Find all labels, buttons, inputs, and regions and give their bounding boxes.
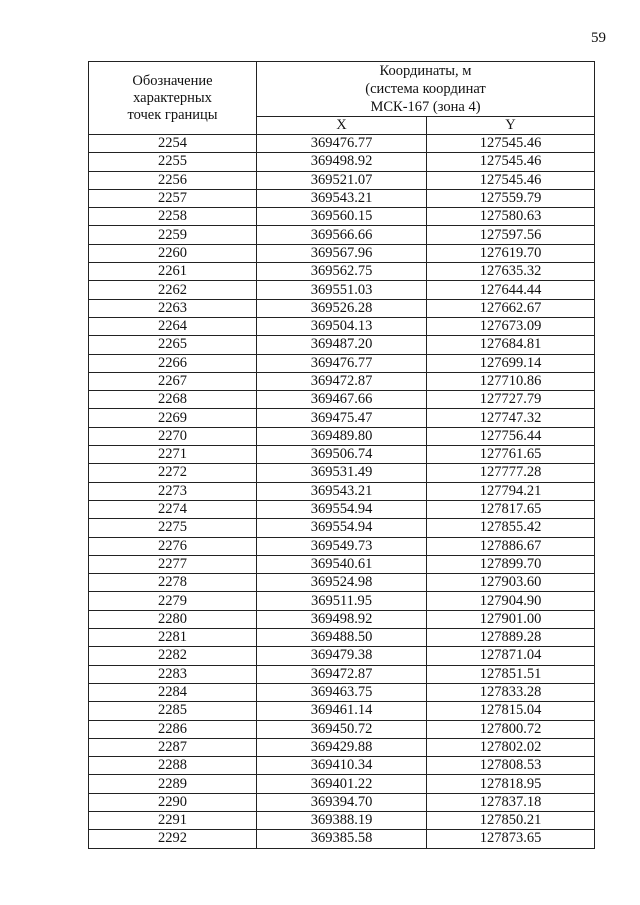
y-coordinate-cell: 127635.32: [427, 263, 595, 281]
point-id-cell: 2288: [89, 757, 257, 775]
y-coordinate-cell: 127802.02: [427, 738, 595, 756]
point-id-cell: 2291: [89, 811, 257, 829]
table-row: [89, 830, 595, 848]
header-designation-line-1: Обозначение: [132, 72, 213, 89]
y-coordinate-cell: 127833.28: [427, 683, 595, 701]
point-id-cell: 2278: [89, 574, 257, 592]
x-coordinate-cell: 369489.80: [257, 427, 427, 445]
x-coordinate-cell: 369487.20: [257, 336, 427, 354]
point-id-cell: 2271: [89, 446, 257, 464]
y-coordinate-cell: 127904.90: [427, 592, 595, 610]
point-id-cell: 2255: [89, 153, 257, 171]
point-id-cell: 2254: [89, 135, 257, 153]
table-row: [89, 391, 595, 409]
x-coordinate-cell: 369521.07: [257, 171, 427, 189]
x-coordinate-cell: 369401.22: [257, 775, 427, 793]
table-row: [89, 775, 595, 793]
point-id-cell: 2270: [89, 427, 257, 445]
y-coordinate-cell: 127727.79: [427, 391, 595, 409]
table-row: [89, 482, 595, 500]
x-coordinate-cell: 369562.75: [257, 263, 427, 281]
point-id-cell: 2284: [89, 683, 257, 701]
x-coordinate-cell: 369560.15: [257, 208, 427, 226]
table-row: [89, 738, 595, 756]
table-row: [89, 610, 595, 628]
header-coordinates: [257, 62, 595, 117]
x-coordinate-cell: 369385.58: [257, 830, 427, 848]
table-row: [89, 702, 595, 720]
y-coordinate-cell: 127710.86: [427, 372, 595, 390]
point-id-cell: 2258: [89, 208, 257, 226]
x-coordinate-cell: 369504.13: [257, 317, 427, 335]
y-coordinate-cell: 127800.72: [427, 720, 595, 738]
x-coordinate-cell: 369524.98: [257, 574, 427, 592]
point-id-cell: 2283: [89, 665, 257, 683]
x-coordinate-cell: 369567.96: [257, 244, 427, 262]
table-row: [89, 354, 595, 372]
y-coordinate-cell: 127545.46: [427, 135, 595, 153]
x-coordinate-cell: 369476.77: [257, 354, 427, 372]
y-coordinate-cell: 127855.42: [427, 519, 595, 537]
point-id-cell: 2259: [89, 226, 257, 244]
y-coordinate-cell: 127901.00: [427, 610, 595, 628]
table-row: [89, 281, 595, 299]
table-row: [89, 555, 595, 573]
y-coordinate-cell: 127559.79: [427, 189, 595, 207]
table-row: [89, 372, 595, 390]
x-coordinate-cell: 369410.34: [257, 757, 427, 775]
y-coordinate-cell: 127747.32: [427, 409, 595, 427]
point-id-cell: 2276: [89, 537, 257, 555]
point-id-cell: 2285: [89, 702, 257, 720]
point-id-cell: 2274: [89, 500, 257, 518]
y-coordinate-cell: 127851.51: [427, 665, 595, 683]
point-id-cell: 2273: [89, 482, 257, 500]
table-row: [89, 793, 595, 811]
y-coordinate-cell: 127871.04: [427, 647, 595, 665]
table-row: [89, 720, 595, 738]
table-row: [89, 757, 595, 775]
x-coordinate-cell: 369540.61: [257, 555, 427, 573]
point-id-cell: 2264: [89, 317, 257, 335]
header-y: Y: [427, 117, 595, 135]
x-coordinate-cell: 369531.49: [257, 464, 427, 482]
x-coordinate-cell: 369467.66: [257, 391, 427, 409]
x-coordinate-cell: 369543.21: [257, 482, 427, 500]
table-row: [89, 811, 595, 829]
table-header: [89, 62, 595, 135]
y-coordinate-cell: 127580.63: [427, 208, 595, 226]
y-coordinate-cell: 127619.70: [427, 244, 595, 262]
table-row: [89, 592, 595, 610]
x-coordinate-cell: 369450.72: [257, 720, 427, 738]
x-coordinate-cell: 369543.21: [257, 189, 427, 207]
y-coordinate-cell: 127684.81: [427, 336, 595, 354]
y-coordinate-cell: 127815.04: [427, 702, 595, 720]
table-row: [89, 665, 595, 683]
point-id-cell: 2290: [89, 793, 257, 811]
x-coordinate-cell: 369511.95: [257, 592, 427, 610]
x-coordinate-cell: 369388.19: [257, 811, 427, 829]
y-coordinate-cell: 127899.70: [427, 555, 595, 573]
table-row: [89, 519, 595, 537]
point-id-cell: 2257: [89, 189, 257, 207]
x-coordinate-cell: 369461.14: [257, 702, 427, 720]
y-coordinate-cell: 127818.95: [427, 775, 595, 793]
x-coordinate-cell: 369498.92: [257, 610, 427, 628]
y-coordinate-cell: 127837.18: [427, 793, 595, 811]
table-row: [89, 537, 595, 555]
x-coordinate-cell: 369394.70: [257, 793, 427, 811]
point-id-cell: 2269: [89, 409, 257, 427]
table-row: [89, 464, 595, 482]
x-coordinate-cell: 369549.73: [257, 537, 427, 555]
x-coordinate-cell: 369551.03: [257, 281, 427, 299]
point-id-cell: 2262: [89, 281, 257, 299]
y-coordinate-cell: 127761.65: [427, 446, 595, 464]
header-x: X: [257, 117, 427, 135]
point-id-cell: 2263: [89, 299, 257, 317]
table-row: [89, 244, 595, 262]
table-row: [89, 299, 595, 317]
table-row: [89, 446, 595, 464]
y-coordinate-cell: 127808.53: [427, 757, 595, 775]
y-coordinate-cell: 127597.56: [427, 226, 595, 244]
table-row: [89, 683, 595, 701]
table-body: [89, 135, 595, 849]
x-coordinate-cell: 369472.87: [257, 372, 427, 390]
table-row: [89, 647, 595, 665]
y-coordinate-cell: 127850.21: [427, 811, 595, 829]
point-id-cell: 2280: [89, 610, 257, 628]
y-coordinate-cell: 127662.67: [427, 299, 595, 317]
point-id-cell: 2275: [89, 519, 257, 537]
table-row: [89, 409, 595, 427]
y-coordinate-cell: 127889.28: [427, 629, 595, 647]
x-coordinate-cell: 369526.28: [257, 299, 427, 317]
y-coordinate-cell: 127777.28: [427, 464, 595, 482]
y-coordinate-cell: 127644.44: [427, 281, 595, 299]
point-id-cell: 2265: [89, 336, 257, 354]
x-coordinate-cell: 369472.87: [257, 665, 427, 683]
y-coordinate-cell: 127699.14: [427, 354, 595, 372]
point-id-cell: 2279: [89, 592, 257, 610]
point-id-cell: 2287: [89, 738, 257, 756]
header-designation-line-2: характерных: [133, 89, 212, 106]
x-coordinate-cell: 369554.94: [257, 519, 427, 537]
point-id-cell: 2268: [89, 391, 257, 409]
table-row: [89, 135, 595, 153]
point-id-cell: 2256: [89, 171, 257, 189]
y-coordinate-cell: 127545.46: [427, 171, 595, 189]
x-coordinate-cell: 369566.66: [257, 226, 427, 244]
x-coordinate-cell: 369429.88: [257, 738, 427, 756]
header-designation: [89, 62, 257, 135]
table-row: [89, 336, 595, 354]
y-coordinate-cell: 127886.67: [427, 537, 595, 555]
point-id-cell: 2286: [89, 720, 257, 738]
point-id-cell: 2261: [89, 263, 257, 281]
x-coordinate-cell: 369476.77: [257, 135, 427, 153]
x-coordinate-cell: 369554.94: [257, 500, 427, 518]
point-id-cell: 2272: [89, 464, 257, 482]
x-coordinate-cell: 369488.50: [257, 629, 427, 647]
point-id-cell: 2267: [89, 372, 257, 390]
x-coordinate-cell: 369463.75: [257, 683, 427, 701]
table-row: [89, 427, 595, 445]
point-id-cell: 2289: [89, 775, 257, 793]
y-coordinate-cell: 127545.46: [427, 153, 595, 171]
table-row: [89, 500, 595, 518]
y-coordinate-cell: 127817.65: [427, 500, 595, 518]
y-coordinate-cell: 127794.21: [427, 482, 595, 500]
y-coordinate-cell: 127873.65: [427, 830, 595, 848]
header-coordinates-line-1: Координаты, м: [379, 63, 472, 79]
x-coordinate-cell: 369479.38: [257, 647, 427, 665]
x-coordinate-cell: 369506.74: [257, 446, 427, 464]
point-id-cell: 2277: [89, 555, 257, 573]
table-row: [89, 263, 595, 281]
point-id-cell: 2266: [89, 354, 257, 372]
table-row: [89, 574, 595, 592]
table-row: [89, 226, 595, 244]
x-coordinate-cell: 369475.47: [257, 409, 427, 427]
header-coordinates-line-3: МСК-167 (зона 4): [370, 99, 481, 115]
x-coordinate-cell: 369498.92: [257, 153, 427, 171]
header-coordinates-line-2: (система координат: [365, 81, 486, 97]
table-row: [89, 208, 595, 226]
table-row: [89, 189, 595, 207]
y-coordinate-cell: 127756.44: [427, 427, 595, 445]
table-row: [89, 153, 595, 171]
boundary-points-table: [88, 61, 595, 849]
y-coordinate-cell: 127673.09: [427, 317, 595, 335]
point-id-cell: 2281: [89, 629, 257, 647]
point-id-cell: 2292: [89, 830, 257, 848]
table-row: [89, 317, 595, 335]
table-row: [89, 629, 595, 647]
point-id-cell: 2260: [89, 244, 257, 262]
y-coordinate-cell: 127903.60: [427, 574, 595, 592]
table-row: [89, 171, 595, 189]
page-number: 59: [591, 30, 606, 46]
header-designation-line-3: точек границы: [127, 106, 218, 123]
point-id-cell: 2282: [89, 647, 257, 665]
